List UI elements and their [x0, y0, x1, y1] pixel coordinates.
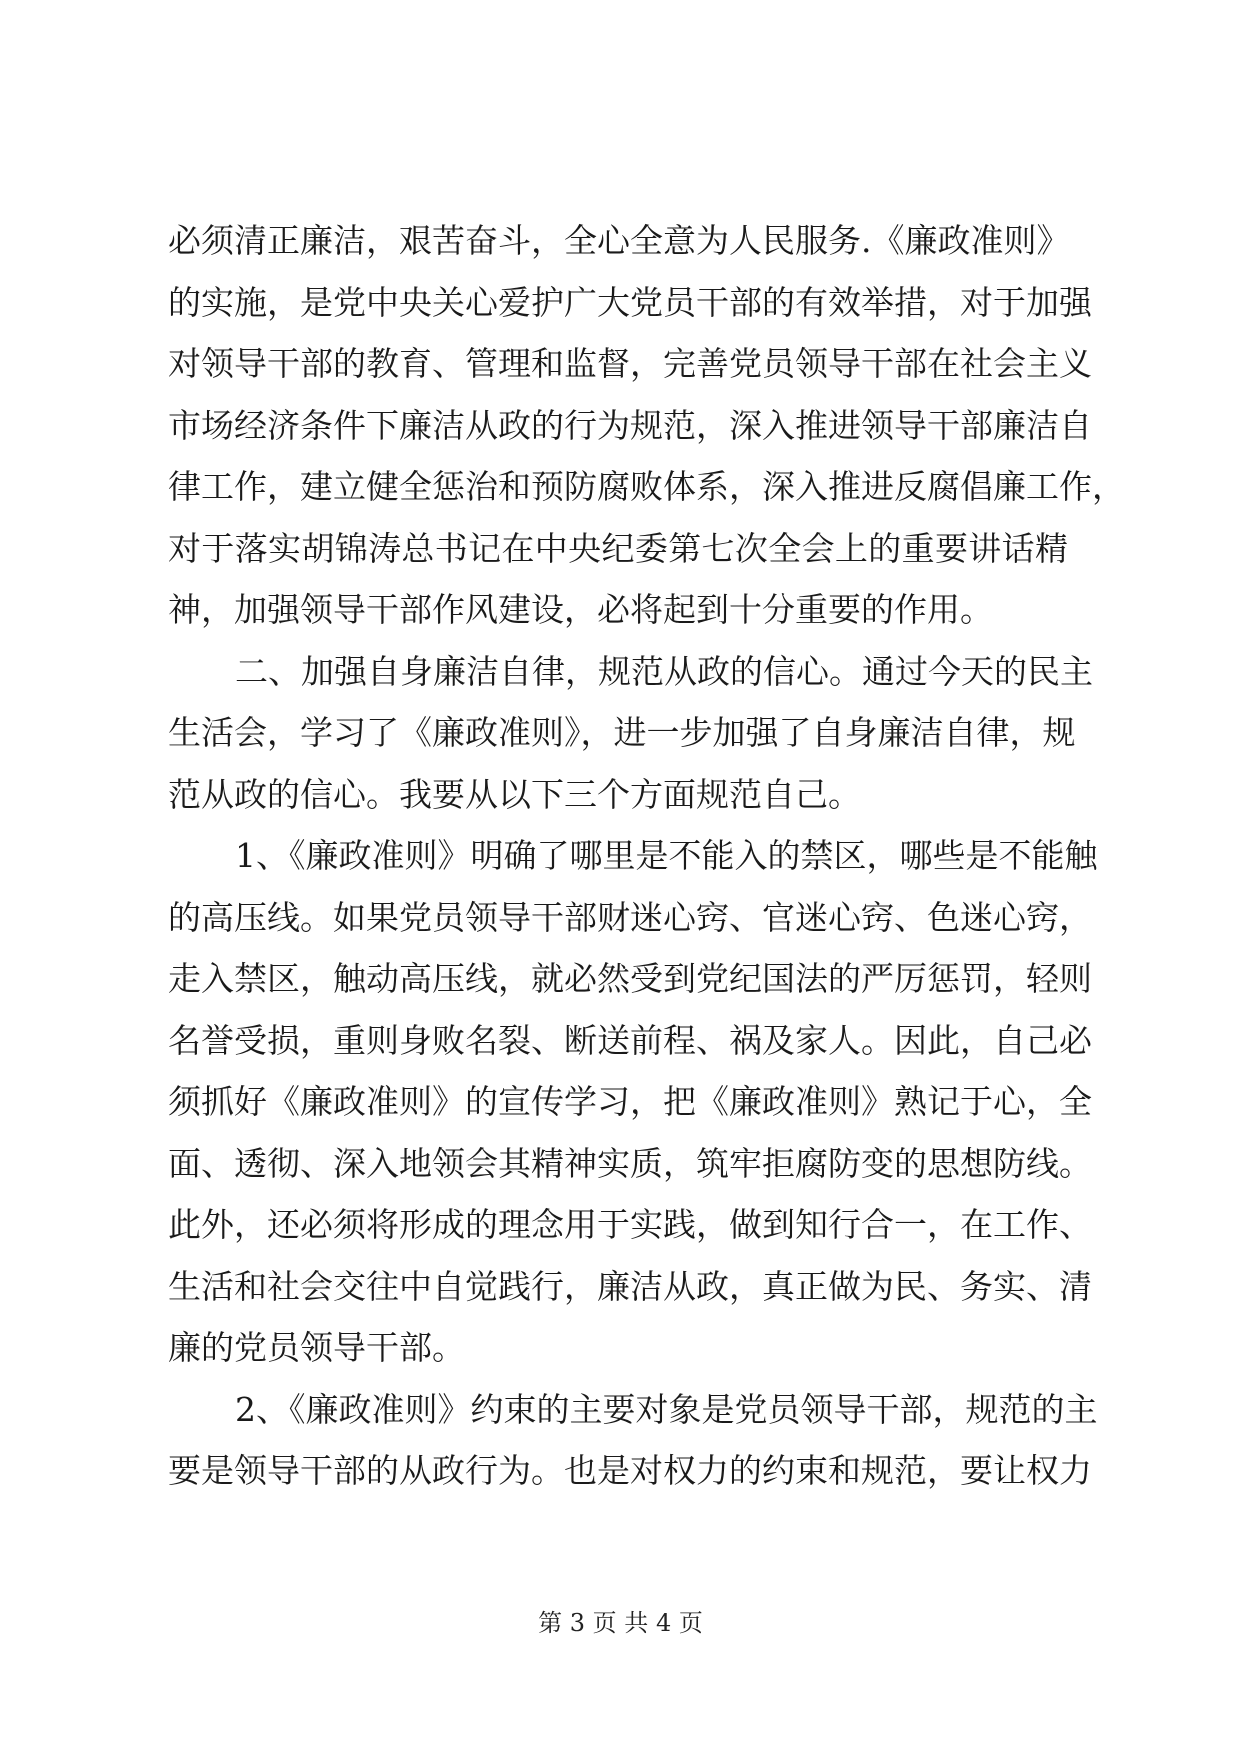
text-line: 生活会，学习了《廉政准则》，进一步加强了自身廉洁自律，规: [168, 713, 1076, 752]
text-line: 面、透彻、深入地领会其精神实质，筑牢拒腐防变的思想防线。: [168, 1143, 1092, 1183]
text-line: 要是领导干部的从政行为。也是对权力的约束和规范，要让权力: [168, 1451, 1092, 1490]
text-line: 神，加强领导干部作风建设，必将起到十分重要的作用。: [168, 590, 993, 629]
text-line: 走入禁区，触动高压线，就必然受到党纪国法的严厉惩罚，轻则: [168, 959, 1092, 998]
text-line: 律工作，建立健全惩治和预防腐败体系，深入推进反腐倡廉工作，: [168, 467, 1125, 506]
document-body: [168, 210, 1125, 1502]
text-line: 市场经济条件下廉洁从政的行为规范，深入推进领导干部廉洁自: [168, 405, 1092, 445]
text-line: 须抓好《廉政准则》的宣传学习，把《廉政准则》熟记于心，全: [168, 1082, 1092, 1121]
text-line: 廉的党员领导干部。: [168, 1328, 465, 1367]
text-line: 必须清正廉洁，艰苦奋斗，全心全意为人民服务.《廉政准则》: [168, 221, 1070, 260]
text-line: 对于落实胡锦涛总书记在中央纪委第七次全会上的重要讲话精: [168, 528, 1068, 568]
text-line: 此外，还必须将形成的理念用于实践，做到知行合一，在工作、: [168, 1205, 1092, 1244]
text-line: 生活和社会交往中自觉践行，廉洁从政，真正做为民、务实、清: [168, 1266, 1092, 1306]
page-number-footer: 第 3 页 共 4 页: [538, 1609, 703, 1637]
text-line: 1、《廉政准则》明确了哪里是不能入的禁区，哪些是不能触: [235, 836, 1098, 875]
text-line: 名誉受损，重则身败名裂、断送前程、祸及家人。因此，自己必: [168, 1020, 1092, 1060]
text-line: 二、加强自身廉洁自律，规范从政的信心。通过今天的民主: [235, 651, 1093, 691]
text-line: 2、《廉政准则》约束的主要对象是党员领导干部，规范的主: [235, 1389, 1098, 1429]
text-line: 对领导干部的教育、管理和监督，完善党员领导干部在社会主义: [168, 344, 1092, 383]
text-line: 范从政的信心。我要从以下三个方面规范自己。: [168, 774, 861, 814]
text-line: 的实施，是党中央关心爱护广大党员干部的有效举措，对于加强: [168, 282, 1092, 322]
text-line: 的高压线。如果党员领导干部财迷心窍、官迷心窍、色迷心窍，: [168, 897, 1092, 937]
